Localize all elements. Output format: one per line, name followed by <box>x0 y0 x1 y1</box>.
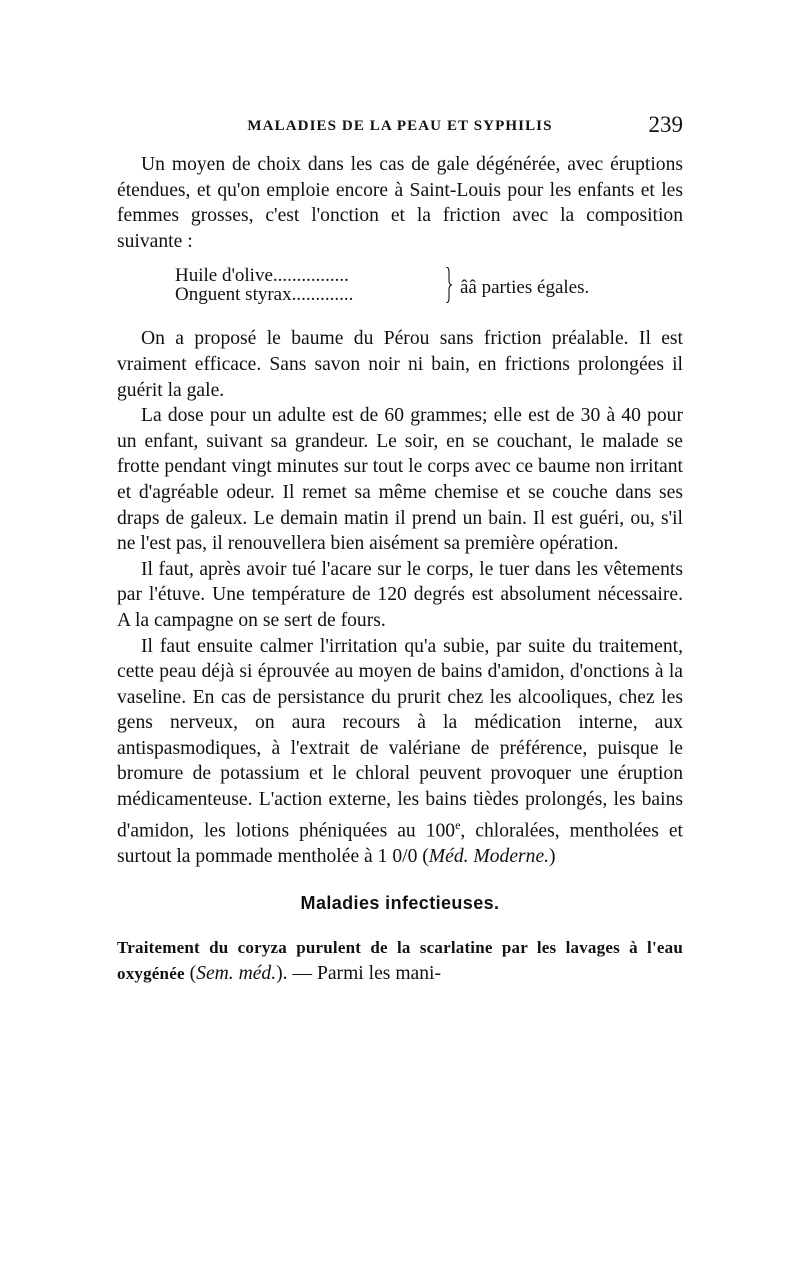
paragraph-dosage: La dose pour un adulte est de 60 grammes; elle est de 30 à 40 pour un enfant, suivant sa grandeur. Le soir, en se couchant, le malade se frotte pendant vingt minutes sur tout le corps avec ce baume non irritant et d'agréable odeur. Il remet sa même chemise et se couche dans ses draps de galeux. Le demain matin il prend un bain. Il est guéri, ou, s'il ne l'est pas, il renouvellera bien aisément sa première opération. <box>117 405 683 555</box>
article-title: Traitement du coryza purulent de la scarlatine par les lavages à l'eau oxygénée <box>117 937 683 983</box>
paragraph-peru-balsam: On a proposé le baume du Pérou sans friction préalable. Il est vraiment efficace. Sans savon noir ni bain, en frictions prolongées il guérit la gale. <box>117 328 683 401</box>
paragraph-intro: Un moyen de choix dans les cas de gale dégénérée, avec éruptions étendues, et qu'on emploie encore à Saint-Louis pour les enfants et les femmes grosses, c'est l'onction et la friction avec la composition suivante : <box>117 154 683 252</box>
page-number: 239 <box>648 112 683 137</box>
formula-quantity: ââ parties égales. <box>460 277 590 299</box>
paragraph-irritation <box>117 634 683 870</box>
paragraph-clothing: Il faut, après avoir tué l'acare sur le corps, le tuer dans les vêtements par l'étuve. Une température de 120 degrés est absolument nécessaire. A la campagne on se sert de fours. <box>117 558 683 631</box>
curly-brace-icon <box>445 267 452 303</box>
citation-close: ) <box>549 845 556 867</box>
body-text <box>117 152 683 986</box>
superscript-e: e <box>455 817 461 832</box>
formula-ingredient-olive-oil: Huile d'olive................ <box>175 265 349 287</box>
paragraph-irritation-tail: , chloralées, mentholées et surtout la pommade mentholée à 1 0/0 ( <box>117 820 683 867</box>
page-header <box>117 112 683 144</box>
article-lead: — Parmi les mani- <box>287 962 442 984</box>
section-heading: Maladies infectieuses. <box>300 893 500 914</box>
article-source-open: ( <box>184 962 197 984</box>
article-intro <box>117 935 683 986</box>
running-title: MALADIES DE LA PEAU ET SYPHILIS <box>247 118 553 134</box>
prescription-formula <box>117 266 683 312</box>
article-source: Sem. méd. <box>196 962 277 984</box>
article-source-close: ). <box>276 962 288 984</box>
paragraph-irritation-text: Il faut ensuite calmer l'irritation qu'a subie, par suite du traitement, cette peau déjà si éprouvée au moyen de bains d'amidon, d'onctions à la vaseline. En cas de persistance du prurit chez les alcooliques, chez les gens nerveux, on aura recours à la médication interne, aux antispasmodiques, à l'extrait de valériane de préférence, puisque le bromure de potassium et le chloral peuvent provoquer une éruption médicamenteuse. L'action externe, les bains tièdes prolongés, les bains d'amidon, les lotions phéniquées au 100 <box>117 635 683 842</box>
citation-source: Méd. Moderne. <box>428 845 550 867</box>
formula-ingredient-styrax: Onguent styrax............. <box>175 284 354 306</box>
